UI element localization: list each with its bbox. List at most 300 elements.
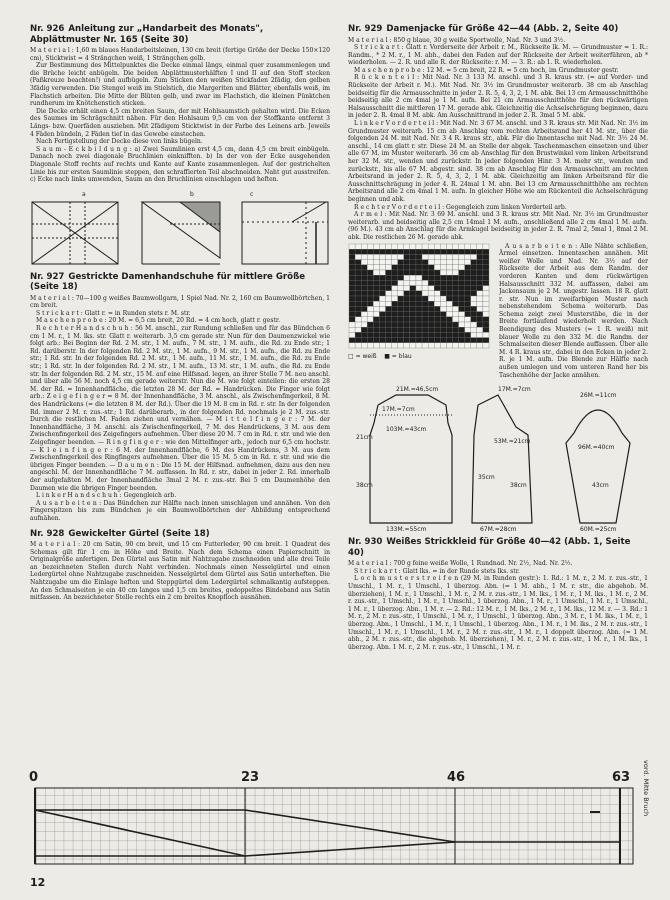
knit-cell [367,244,373,249]
knit-cell [446,322,452,327]
knit-cell [465,337,471,342]
knit-cell [410,275,416,280]
knit-cell [465,327,471,332]
knit-cell [428,249,434,254]
knit-cell [440,296,446,301]
knit-cell [416,301,422,306]
knit-cell [361,280,367,285]
knit-cell [422,327,428,332]
knit-cell [373,244,379,249]
knit-cell [355,311,361,316]
article-929-p4: R ü c k e n t e i l : Mit Nad. Nr. 3 133 M. anschl. und 3 R. kraus str. (= auf Vorder- und Rückseite der Arbeit r. M.). Mit Nad. Nr. 3½ im Grundmuster weiterarb. 38 cm ab Anschlag beidseitig für die Armausschnitte in jeder 2. R. 5, 4, 3, 2, 1 M. abk. Bei 13 cm Armausschnitthöhe beidseitig alle 2 cm 4mal je 1 M. aufn. Bei 21 cm Armausschnitthöhe für den rückwärtigen Halsausschnitt die mittleren 17 M. gerade abk. Gleichzeitig die Achselschrägung beginnen, dazu in jeder 2. R. 4mal 8 M. abk. Am Ausschnittrand in jeder 2. R. 3mal 5 M. abk. [348,74,648,120]
jacket-schematic-svg [348,383,648,533]
article-930 [348,537,648,651]
article-928-p1: M a t e r i a l : 20 cm Satin, 90 cm breit, und 15 cm Futterleder, 90 cm breit. 1 Quadrat des Schemas gilt für 1 cm in Höhe und Breite. Nach dem Schema einen Papierschnitt in Originalgröße anfertigen. Den Gürtel aus Satin mit Nahtzugabe zuschneiden und alle drei Teile an bezeichneten Stellen durch Naht verbinden. Nochmals einen Nesselgürtel und einen Ledergürtel ohne Nahtzugabe zuschneiden. Nesselgürtel dem Gürtel aus Satin unterheften. Die Nahtzugabe um die Einlage heften und Steppgürtel dem Ledergürtel schmalkantig aufsteppen. An den Schmalseiten je ein 40 cm langes und 1,5 cm breites, gedoppeltes Bindeband aus Satin mitfassen. An bezeichneter Stelle rechts ein 2 cm breites Knopfloch ausnähen. [30,541,330,602]
knit-cell [434,342,440,347]
knit-cell [361,275,367,280]
knit-cell [471,259,477,264]
dim-sleeve-h: 43cm [592,482,609,490]
knit-cell [471,306,477,311]
hem-label-b: b [190,190,194,198]
knit-cell [392,301,398,306]
knit-cell [465,311,471,316]
knit-cell [386,290,392,295]
knit-cell [379,249,385,254]
knit-cell [428,327,434,332]
knit-cell [379,311,385,316]
knit-cell [446,290,452,295]
knit-cell [373,301,379,306]
knit-cell [477,280,483,285]
article-929-p8: A u s a r b e i t e n : Alle Nähte schließen, Ärmel einsetzen. Innentaschen annähen. Mit weißer Wolle und Nad. Nr. 3½ auf der Rückseite der Arbeit aus dem Randm. der vorderen Kanten und dem rückwärtigen Halsausschnitt 332 M. auffassen, dabei am Jackensaum je 2 M. ungestr. lassen. 18 R. glatt r. str. Nun im zweifarbigen Muster nach nebenstehendem Schema weiterarb. Das Schema zeigt zwei Musterstäbe, die in der Breite fortlaufend wiederholt werden. Nach Beendigung des Musters (= 1 R. weiß) mit blauer Wolle zu den 332 M. die Randm. der Schmalseiten dieser Blende auffassen. Über alle M. 4 R. kraus str., dabei in den Ecken in jeder 2. R. je 1 M. aufn. Die Blende zur Hälfte nach außen umlegen und vom unteren Rand her bis Taschenhöhe der Jacke annähen. [499,242,648,379]
knit-cell [349,244,355,249]
knit-cell [410,296,416,301]
knit-cell [404,275,410,280]
knit-cell [404,249,410,254]
knit-cell [416,275,422,280]
knit-cell [452,296,458,301]
article-926-p5: S a u m - E c k b i l d u n g : a) Zwei Saumlinien erst 4,5 cm, dann 4,5 cm breit einbügeln. Danach noch zwei diagonale Bruchlinien einknifften. b) In der von der Ecke ausgehenden Diagonale Stoff rechts auf rechts und Kante auf Kante zusammenlegen. Auf der gestrichelten Linie bis zur ersten Saumlinie steppen, den schraffierten Teil abschneiden. Naht gut ausstreifen. c) Ecke nach links umwenden, Saum an den Bruchlinien einschlagen und heften. [30,145,330,184]
knit-cell [398,301,404,306]
knit-chart [348,243,493,349]
knit-cell [422,244,428,249]
knit-cell [434,311,440,316]
knit-cell [422,264,428,269]
article-926-heading: Anleitung zur „Handarbeit des Monats", Abplättmuster Nr. 165 (Seite 30) [30,24,264,45]
knit-cell [386,322,392,327]
knit-cell [404,306,410,311]
knit-cell [428,316,434,321]
knit-cell [465,301,471,306]
knit-cell [410,311,416,316]
article-927-title [30,272,330,293]
knit-cell [404,270,410,275]
knit-cell [349,337,355,342]
knit-cell [367,249,373,254]
knit-cell [434,327,440,332]
knit-cell [398,311,404,316]
knit-cell [373,259,379,264]
knit-cell [440,249,446,254]
knit-cell [459,244,465,249]
knit-cell [410,249,416,254]
knit-cell [416,264,422,269]
knit-cell [452,322,458,327]
knit-cell [471,311,477,316]
knit-cell [379,327,385,332]
knit-cell [471,249,477,254]
knit-cell [434,270,440,275]
knit-cell [416,285,422,290]
knit-cell [392,327,398,332]
knit-cell [398,322,404,327]
knit-cell [361,296,367,301]
article-926-p3: Die Decke erhält einen 4,5 cm breiten Saum, der mit Hohlsaumstich gehalten wird. Die Ecken des Saumes im Schrägschnitt nähen. Für den Hohlsaum 9,5 cm von der Stoffkante entfernt 3 Längs- bzw. Querfäden ausziehen. Mit 2fädigem Sticktwist in der Farbe des Leinens arb. Jeweils 4 Fäden bündeln, 2 Fäden tief in das Gewebe einstechen. [30,107,330,138]
knit-cell [422,296,428,301]
knit-cell [483,244,489,249]
knit-cell [440,270,446,275]
knit-cell [459,337,465,342]
knit-cell [459,316,465,321]
knit-cell [483,322,489,327]
knit-cell [459,301,465,306]
knit-cell [404,327,410,332]
knit-cell [459,259,465,264]
knit-cell [459,290,465,295]
knit-cell [386,254,392,259]
knit-cell [477,270,483,275]
knit-cell [386,270,392,275]
knit-cell [373,275,379,280]
knit-cell [410,337,416,342]
knit-cell [483,270,489,275]
knit-cell [386,249,392,254]
knit-cell [440,254,446,259]
knit-cell [477,275,483,280]
knit-cell [410,301,416,306]
knit-cell [392,275,398,280]
knit-cell [392,244,398,249]
knit-cell [404,264,410,269]
knit-cell [434,244,440,249]
knit-cell [477,249,483,254]
knit-cell [367,306,373,311]
knit-cell [471,275,477,280]
knit-cell [434,249,440,254]
knit-cell [477,264,483,269]
knit-cell [471,285,477,290]
knit-cell [392,264,398,269]
knit-cell [422,332,428,337]
knit-cell [361,332,367,337]
belt-scale-23: 23 [241,770,260,785]
article-929-p7: Ä r m e l : Mit Nad. Nr. 3 69 M. anschl. und 3 R. kraus str. Mit Nad. Nr. 3½ im Grundmuster weiterarb. und beidseitig alle 2,5 cm 14mal 1 M. aufn., anschließend alle 2 cm 4mal 1 M. aufn. (96 M.). 43 cm ab Anschlag für die Armkugel beidseitig in jeder 2. R. 7mal 2, 5mal 1, 8mal 2 M. abk. Die restlichen 26 M. gerade abk. [348,211,648,241]
knit-cell [361,254,367,259]
dim-front-mid: 35cm [478,474,495,482]
knit-cell [416,280,422,285]
knit-cell [392,270,398,275]
knit-cell [392,322,398,327]
dim-front-side2: 38cm [510,482,527,490]
article-929-p3: M a s c h e n p r o b e : 12 M. = 5 cm breit, 22 R. = 5 cm hoch, im Grundmuster gestr. [354,66,619,74]
knit-chart-block [348,243,493,380]
knit-cell [349,275,355,280]
article-926-p1: M a t e r i a l : 1,60 m blaues Handarbeitsleinen, 130 cm breit (fertige Größe der Decke 150×120 cm), Sticktwist = 4 Strängchen weiß, 1 Strängchen gelb. [30,47,330,62]
knit-cell [386,264,392,269]
knit-cell [422,301,428,306]
knit-cell [410,270,416,275]
knit-cell [355,332,361,337]
knit-cell [459,311,465,316]
knit-cell [355,254,361,259]
knit-cell [355,327,361,332]
knit-cell [471,244,477,249]
knit-cell [386,316,392,321]
knit-cell [355,270,361,275]
knit-cell [349,342,355,347]
knit-cell [416,332,422,337]
knit-cell [422,275,428,280]
legend-blue: ■ = blau [384,352,412,360]
knit-cell [465,285,471,290]
knit-cell [416,337,422,342]
knit-cell [404,296,410,301]
article-928 [30,529,330,602]
knit-cell [355,296,361,301]
knit-cell [404,316,410,321]
article-927 [30,272,330,523]
knit-cell [361,301,367,306]
hem-label-a: a [82,190,86,198]
knit-cell [367,322,373,327]
knit-cell [404,244,410,249]
knit-cell [367,332,373,337]
knit-cell [434,296,440,301]
knit-cell [349,322,355,327]
knit-cell [379,337,385,342]
article-929-p2: S t r i c k a r t : Glatt r. Vorderseite der Arbeit r. M., Rückseite lk. M. — Grundmuster = 1. R.: Randm., * 2 M. r., 1 M. abh., dabei den Faden auf der Rückseite der Arbeit weiterführen, ab * wiederholen. — 2. R. und alle R. der Rückseite: r. M. — 3. R.: ab 1. R. wiederholen. [348,44,648,67]
knit-cell [471,327,477,332]
knit-cell [440,264,446,269]
knit-cell [465,332,471,337]
knit-cell [477,322,483,327]
knit-cell [361,327,367,332]
knit-cell [483,259,489,264]
knit-cell [459,296,465,301]
knit-cell [446,327,452,332]
dim-front-side1: 53M.=21cm [494,438,531,446]
dim-back-top: 21M.=46,5cm [396,386,439,394]
knit-cell [459,275,465,280]
knit-cell [434,301,440,306]
knit-cell [379,285,385,290]
knit-cell [440,342,446,347]
knit-cell [465,244,471,249]
knit-cell [416,244,422,249]
knit-cell [355,244,361,249]
dim-back-left: 38cm [356,482,373,490]
knit-cell [434,264,440,269]
knit-cell [471,342,477,347]
knit-cell [410,280,416,285]
article-930-p3: L o c h m u s t e r s t r e i f e n (29 M. in Runden gestr.): 1. Rd.: 1 M. r., 2 M. r. zus.-str., 1 Umschl., 1 M. r., 1 Umschl., 1 überzog. Abn. (= 1 M. abh., 1 M. r. str., die abgehob. M. überziehen), 1 M. r., 1 Umschl., 1 M. r., 2 M. r. zus.-str., 1 M. lks., 1 M. r., 1 M. lks., 1 M. r., 2 M. r. zus.-str., 1 Umschl., 1 M. r., 1 Umschl., 1 überzog. Abn., 1 M. r., 1 Umschl., 1 M. r., 1 Umschl., 1 M. r., 1 überzog. Abn., 1 M. r. — 2. Rd.: 12 M. r., 1 M. lks., 2 M. r., 1 M. lks., 12 M. r. — 3. Rd.: 1 M. r., 2 M. r. zus.-str., 1 Umschl., 1 M. r., 1 Umschl., 1 überzog. Abn., 3 M. r., 1 M. lks., 1 M. r., 1 überzog. Abn., 1 Umschl., 1 M. r., 1 Umschl., 1 überzog. Abn., 1 M. r., 1 M. lks., 2 M. r. zus.-str., 1 Umschl., 1 M. r., 1 Umschl., 1 M. r., 2 M. r. zus.-str., 1 M. r., 1 doppelt überzog. Abn. (= 1 M. abh., 2 M. r. zus.-str., die abgehob. M. überziehen), 1 M. r., 2 M. r. zus.-str., 1 M. r., 1 M. lks., 1 überzog. Abn. 1 M. r., 2 M. r. zus.-str., 1 Umschl., 1 M. r. [348,575,648,651]
knit-cell [373,290,379,295]
article-927-number: Nr. 927 [30,271,65,282]
knit-cell [392,342,398,347]
knit-cell [392,311,398,316]
knit-cell [465,280,471,285]
knit-cell [367,311,373,316]
knit-cell [452,306,458,311]
knit-cell [398,259,404,264]
dim-back-top-neck: 17M.=7cm [382,406,415,414]
knit-cell [471,301,477,306]
knit-cell [398,290,404,295]
knit-cell [392,296,398,301]
knit-cell [434,254,440,259]
article-927-p4: R e c h t e r H a n d s c h u h : 56 M. anschl., zur Rundung schließen und für das Bündchen 6 cm 1 M. r., 1 M. lks. str. Glatt r. weiterarb. 3,5 cm gerade str. Nun für den Daumenzwickel wie folgt arb.: Bei Beginn der Rd. 2 M. str., 1 M. aufn., 7 M. str., 1 M. aufn., die Rd. zu Ende str.; 1 Rd. darüberstr. In der folgenden Rd. 2 M. str., 1 M. aufn., 9 M. str., 1 M. aufn., die Rd. zu Ende str.; 1 Rd. str. In der folgenden Rd. 2 M. str., 1 M. aufn., 11 M. str., 1 M. aufn., die Rd. zu Ende str.; 1 Rd. str. In der folgenden Rd. 2 M. str., 1 M. aufn., 13 M. str., 1 M. aufn., die Rd. zu Ende str. In der folgenden Rd. 2 M. str., 15 M. auf eine Hilfsnad. legen, an ihrer Stelle 7 M. neu anschl. und über alle 56 M. noch 4,5 cm gerade weiterstr. Nun die M. wie folgt einteilen: die ersten 28 M. der Rd. = Innenhandfläche, die letzten 28 M. der Rd. = Handrücken. Die Finger wie folgt arb.: Z e i g e f i n g e r = 8 M. der Innenhandfläche, 3 M. anschl., als Zwischenfingerkeil, 8 M. des Handrückens (= die letzten 8 M. der Rd.). Über die 19 M. 8 cm in Rd. r. str. In der folgenden Rd. immer 2 M. r. zus.-str.; 1 Rd. darüberarb., in der folgenden Rd. nochmals je 2 M. zus.-str. Durch die restlichen M. Faden ziehen und vernähen. — M i t t e l f i n g e r : 7 M. der Innenhandfläche, 3 M. anschl. als Zwischenfingerkeil, 7 M. des Handrückens, 3 M. aus dem Zwischenfingerkeil des Zeigefingers aufnehmen. Über diese 20 M. 7 cm in Rd. r. str. und wie den Zeigefinger beenden. — R i n g f i n g e r : wie den Mittelfinger arb., jedoch nur 6,5 cm hochstr. — K l e i n f i n g e r : 6 M. der Innenhandfläche, 6 M. des Handrückens, 3 M. aus dem Zwischenfingerkeil des Ringfingers aufnehmen. Über die 15 M. 5 cm in Rd. r. str. und wie die übrigen Finger beenden. — D a u m e n : Die 15 M. der Hilfsnad. aufnehmen, dazu aus den neu angeschl. M. der Innenhandfläche 7 M. auffassen. In Rd. r. str., dabei in jeder 2. Rd. innerhalb der aufgefaßten M. der Innenhandfläche 3mal 2 M. r. zus.-str. Bei 5 cm Daumenhöhe den Daumen wie die übrigen Finger beenden. [30,325,330,492]
knit-cell [428,337,434,342]
knit-cell [459,280,465,285]
knit-cell [471,264,477,269]
article-930-p2: S t r i c k a r t : Glatt lks. = in der Runde stets lks. str. [354,567,520,575]
knit-cell [349,270,355,275]
knit-cell [446,254,452,259]
knit-cell [465,254,471,259]
knit-cell [416,316,422,321]
knit-cell [361,259,367,264]
knit-cell [465,264,471,269]
knit-cell [459,264,465,269]
knit-cell [355,264,361,269]
knit-cell [434,332,440,337]
knit-cell [422,342,428,347]
knit-cell [404,280,410,285]
knit-cell [459,285,465,290]
legend-white: □ = weiß [348,352,377,360]
knit-cell [422,316,428,321]
knit-cell [367,337,373,342]
knit-cell [361,322,367,327]
knit-cell [483,301,489,306]
article-929-p6: R e c h t e r V o r d e r t e i l : Gegengleich zum linken Vorderteil arb. [354,203,567,211]
article-927-p1: M a t e r i a l : 70—100 g weißes Baumwollgarn, 1 Spiel Nad. Nr. 2, 160 cm Baumwollbörtchen, 1 cm breit. [30,294,330,310]
knit-cell [446,264,452,269]
knit-cell [386,301,392,306]
knit-cell [434,280,440,285]
knit-cell [373,342,379,347]
knit-cell [398,275,404,280]
article-929-p1: M a t e r i a l : 850 g blaue, 30 g weiße Sportwolle, Nad. Nr. 3 und 3½. [348,36,566,44]
knit-cell [386,306,392,311]
knit-cell [392,254,398,259]
knit-cell [428,285,434,290]
knit-cell [379,254,385,259]
knit-cell [398,285,404,290]
knit-cell [483,290,489,295]
knit-cell [416,290,422,295]
knit-cell [392,285,398,290]
knit-cell [386,332,392,337]
knit-cell [392,249,398,254]
knit-cell [422,285,428,290]
knit-cell [483,275,489,280]
knit-cell [367,342,373,347]
knit-cell [410,316,416,321]
knit-cell [367,285,373,290]
knit-cell [373,270,379,275]
knit-cell [398,244,404,249]
knit-cell [410,306,416,311]
knit-cell [398,254,404,259]
knit-cell [446,311,452,316]
belt-scale-0: 0 [29,770,39,785]
knit-cell [459,254,465,259]
knit-cell [434,285,440,290]
finishing-block [348,243,648,380]
knit-cell [398,249,404,254]
knit-cell [367,290,373,295]
article-930-title [348,537,648,558]
hem-corner-diagram [30,188,330,266]
knit-cell [477,316,483,321]
article-926 [30,24,330,266]
knit-cell [452,259,458,264]
knit-cell [373,249,379,254]
knit-cell [392,337,398,342]
left-column [30,24,330,602]
knit-cell [477,285,483,290]
knit-cell [349,285,355,290]
knit-cell [373,306,379,311]
knit-cell [410,332,416,337]
article-927-heading: Gestrickte Damenhandschuhe für mittlere Größe (Seite 18) [30,271,306,293]
knit-cell [471,316,477,321]
knit-cell [440,322,446,327]
knit-cell [367,316,373,321]
knit-cell [477,327,483,332]
knit-cell [440,306,446,311]
knit-cell [349,264,355,269]
knit-cell [465,296,471,301]
knit-cell [483,311,489,316]
knit-cell [459,332,465,337]
knit-cell [446,332,452,337]
knit-cell [355,285,361,290]
dim-sleeve-bottom: 60M.=25cm [580,526,617,534]
knit-cell [373,296,379,301]
knit-cell [440,290,446,295]
belt-scale-63: 63 [612,770,631,785]
knit-cell [361,249,367,254]
knit-cell [483,306,489,311]
knit-cell [477,290,483,295]
knit-cell [361,306,367,311]
knit-cell [349,254,355,259]
knit-cell [410,264,416,269]
knit-cell [379,275,385,280]
knit-cell [440,327,446,332]
belt-scale-46: 46 [447,770,466,785]
knit-cell [428,244,434,249]
knit-cell [452,301,458,306]
knit-cell [349,296,355,301]
knit-cell [477,332,483,337]
knit-cell [410,327,416,332]
knit-cell [349,301,355,306]
knit-cell [355,337,361,342]
knit-cell [459,342,465,347]
belt-grid [0,786,670,886]
knit-cell [471,280,477,285]
knit-cell [355,275,361,280]
article-927-p3: M a s c h e n p r o b e : 20 M. = 6,5 cm breit, 20 Rd. = 4 cm hoch, glatt r. gestr. [36,317,281,325]
article-928-title [30,529,330,540]
article-929-p5: L i n k e r V o r d e r t e i l : Mit Nad. Nr. 3 67 M. anschl. und 3 R. kraus str. Mit Nad. Nr. 3½ im Grundmuster weiterarb. 15 cm ab Anschlag vom rechten Arbeitsrand her 41 M. str., über die folgenden 24 M. mit Nad. Nr. 3 4 R. kraus str., abk. Für die Innentasche mit Nad. Nr. 3½ 24 M. anschl., 14 cm glatt r. str. Diese 24 M. an Stelle der abgek. Taschenmaschen einsetzen und über alle 67 M. im Muster weiterarb. 36 cm ab Anschlag für den Brustwinkel vom linken Arbeitsrand her 32 M. str., wenden und zurückstr. In jeder folgenden Hinr. 3 M. mehr str., wenden und zurückstr., bis alle 67 M. abgestr. sind. 38 cm ab Anschlag für den Armausschnitt am rechten Arbeitsrand in jeder 2. R. 5, 4, 3, 2, 1 M. abk. Gleichzeitig am linken Arbeitsrand für die Ausschnittschrägung in jeder 4. R. 24mal 1 M. abn. Bei 13 cm Armausschnitthöhe am rechten Arbeitsrand alle 2 cm 4mal 1 M. aufn. In gleicher Höhe wie am Rückenteil die Achselschrägung beginnen und abk. [348,120,648,203]
knit-cell [465,270,471,275]
knit-cell [483,249,489,254]
knit-cell [410,259,416,264]
knit-cell [452,337,458,342]
knit-cell [367,270,373,275]
knit-cell [367,296,373,301]
knit-cell [355,342,361,347]
knit-cell [452,316,458,321]
knit-cell [446,275,452,280]
knit-cell [386,327,392,332]
knit-cell [422,270,428,275]
knit-cell [416,296,422,301]
